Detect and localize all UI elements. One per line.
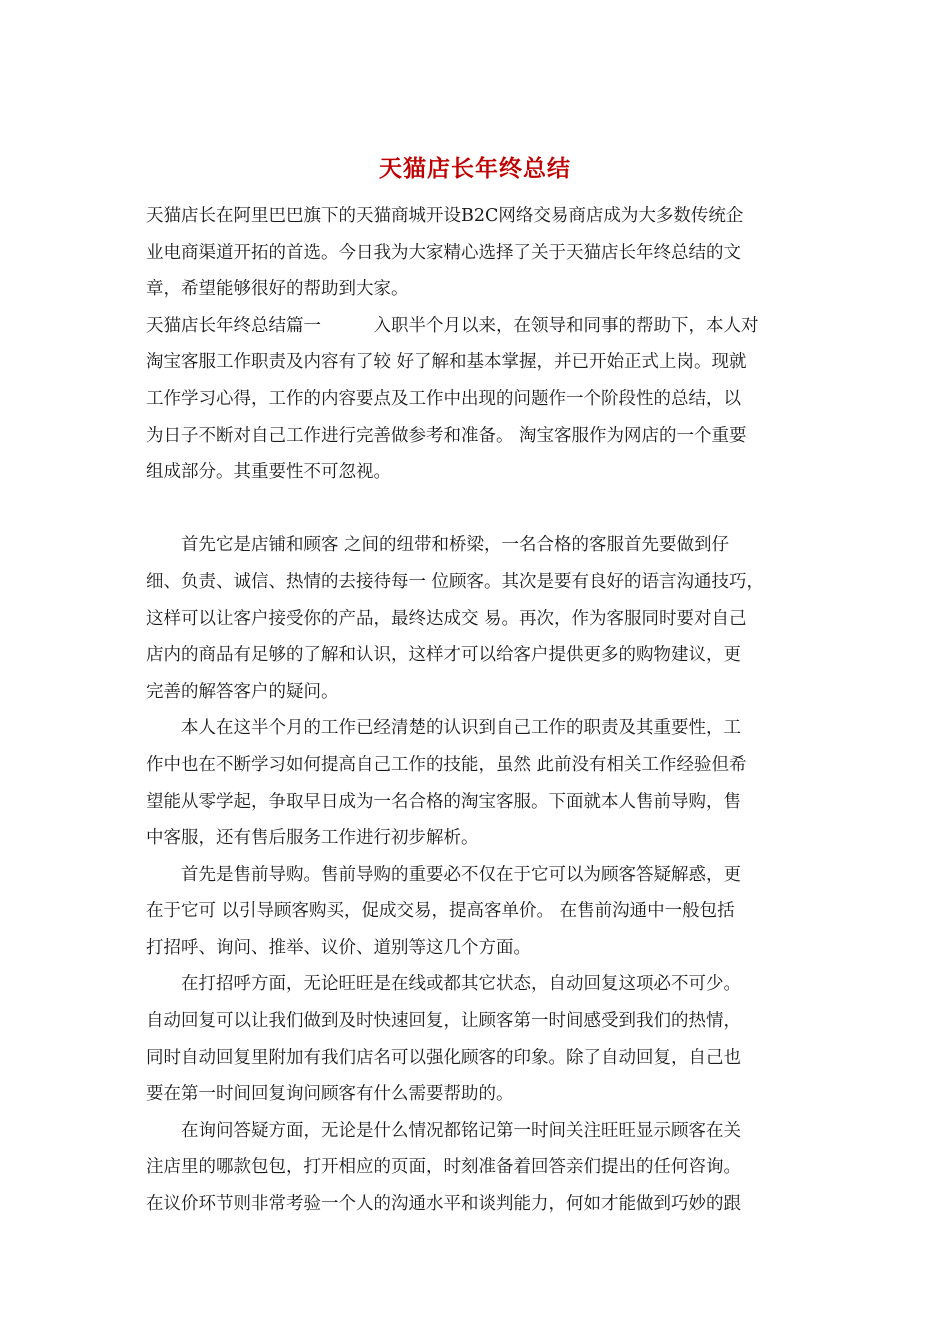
text-line: 完善的解答客户的疑问。	[146, 681, 339, 702]
text-line: 天猫店长在阿里巴巴旗下的天猫商城开设B2C网络交易商店成为大多数传统企	[146, 206, 744, 226]
text-line: 作中也在不断学习如何提高自己工作的技能，虽然 此前没有相关工作经验但希	[146, 754, 747, 775]
text-line: 在打招呼方面，无论旺旺是在线或都其它状态，自动回复这项必不可少。	[146, 974, 741, 995]
text-line: 组成部分。其重要性不可忽视。	[146, 462, 391, 483]
text-line: 中客服，还有售后服务工作进行初步解析。	[146, 828, 479, 849]
text-line: 本人在这半个月的工作已经清楚的认识到自己工作的职责及其重要性，工	[146, 718, 741, 739]
text-line: 同时自动回复里附加有我们店名可以强化顾客的印象。除了自动回复，自己也	[146, 1047, 741, 1068]
text-line: 细、负责、诚信、热情的去接待每一 位顾客。其次是要有良好的语言沟通技巧，	[146, 571, 765, 592]
text-line: 要在第一时间回复询问顾客有什么需要帮助的。	[146, 1084, 514, 1105]
blank-line	[146, 491, 810, 528]
text-line: 自动回复可以让我们做到及时快速回复，让顾客第一时间感受到我们的热情，	[146, 1011, 741, 1032]
text-line: 打招呼、询问、推举、议价、道别等这几个方面。	[146, 937, 531, 958]
text-line: 章，希望能够很好的帮助到大家。	[146, 279, 409, 300]
text-line: 注店里的哪款包包，打开相应的页面，时刻准备着回答亲们提出的任何咨询。	[146, 1157, 741, 1178]
text-line: 业电商渠道开拓的首选。今日我为大家精心选择了关于天猫店长年终总结的文	[146, 242, 741, 263]
document-body	[146, 198, 810, 1223]
text-line: 工作学习心得，工作的内容要点及工作中出现的问题作一个阶段性的总结，以	[146, 388, 741, 409]
text-line: 店内的商品有足够的了解和认识，这样才可以给客户提供更多的购物建议，更	[146, 645, 741, 666]
text-line: 首先是售前导购。售前导购的重要必不仅在于它可以为顾客答疑解惑，更	[146, 864, 741, 885]
text-line: 在议价环节则非常考验一个人的沟通水平和谈判能力，何如才能做到巧妙的跟	[146, 1194, 741, 1215]
text-line: 天猫店长年终总结篇一 入职半个月以来，在领导和同事的帮助下，本人对	[146, 315, 759, 336]
text-line: 为日子不断对自己工作进行完善做参考和准备。 淘宝客服作为网店的一个重要	[146, 425, 747, 446]
document-title: 天猫店长年终总结	[379, 155, 571, 182]
text-line: 在于它可 以引导顾客购买，促成交易，提高客单价。 在售前沟通中一般包括	[146, 901, 735, 922]
text-line: 首先它是店铺和顾客 之间的纽带和桥梁，一名合格的客服首先要做到仔	[146, 535, 730, 556]
text-line: 望能从零学起，争取早日成为一名合格的淘宝客服。下面就本人售前导购，售	[146, 791, 741, 812]
text-line: 在询问答疑方面，无论是什么情况都铭记第一时间关注旺旺显示顾客在关	[146, 1120, 741, 1141]
text-line: 淘宝客服工作职责及内容有了较 好了解和基本掌握，并已开始正式上岗。现就	[146, 352, 747, 373]
text-line: 这样可以让客户接受你的产品，最终达成交 易。再次，作为客服同时要对自己	[146, 608, 747, 629]
